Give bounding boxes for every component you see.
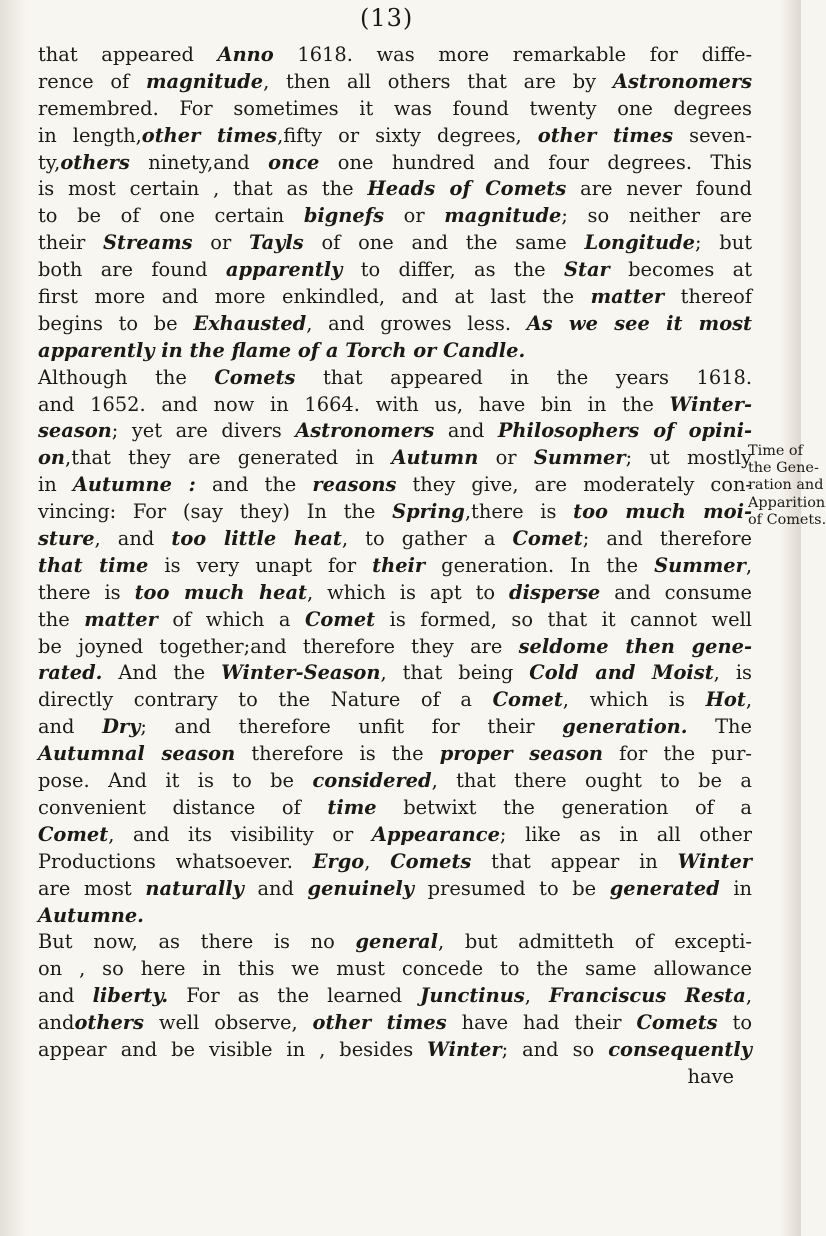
text-run: and [38,1011,75,1035]
text-run: ; like as in all other [499,822,752,846]
text-line [38,903,752,930]
text-run: , [745,688,752,712]
text-run: and [38,715,103,739]
text-run: The [687,715,753,739]
text-line [38,634,752,661]
italic-run: Cold and Moist [529,661,714,685]
text-line [38,1037,752,1064]
italic-run: consequently [608,1037,752,1061]
text-line [38,365,752,392]
italic-run: Comets [214,365,296,389]
italic-run: Ergo [312,849,365,873]
text-run: the [38,607,85,631]
italic-run: proper season [439,742,604,766]
text-line [38,822,752,849]
text-run: have [687,1064,734,1088]
italic-run: other times [537,123,674,147]
italic-run: As we see it most [526,311,753,335]
text-run: , [745,984,752,1008]
text-run: , which is apt to [307,580,510,604]
italic-run: Hot [705,688,746,712]
text-line [38,1064,752,1091]
page-gutter-shadow [0,0,26,1236]
text-line [38,472,752,499]
italic-run: their [372,553,426,577]
text-run: becomes at [609,258,753,282]
italic-run: too little heat [171,527,342,551]
italic-run: Autumne. [38,903,144,927]
italic-run: Anno [217,43,274,66]
italic-run: Star [564,258,610,282]
text-run: remembred. For sometimes it was found twenty one degrees [38,96,752,120]
text-run: , and its visibility or [108,822,372,846]
italic-run: Junctinus [420,984,525,1008]
text-line [38,392,752,419]
text-line [38,311,752,338]
body-text [38,42,752,1091]
italic-run: magnitude [444,204,562,228]
text-line [38,150,752,177]
italic-run: Comets [390,849,472,873]
italic-run: Autumne : [72,473,196,497]
text-run: ,fifty or sixty degrees, [277,123,538,147]
italic-run: Streams [103,231,193,255]
text-line [38,929,752,956]
italic-run: Winter- [669,392,752,416]
margin-note-line: of Comets. [748,511,826,528]
text-run: that appeared in the years 1618. [295,365,752,389]
italic-run: that time [38,553,149,577]
italic-run: matter [84,607,158,631]
text-run: or [478,446,534,470]
text-line [38,445,752,472]
italic-run: rated. [38,661,103,685]
text-run: , [524,984,550,1008]
text-run: ; but [695,231,753,255]
italic-run: Comets [636,1011,718,1035]
text-line [38,956,752,983]
italic-run: Comet [38,822,109,846]
italic-run: considered [312,769,432,793]
italic-run: generation. [562,715,688,739]
text-run: are never found [566,177,752,201]
italic-run: too much moi- [573,500,752,524]
italic-run: too much heat [134,580,308,604]
text-line [38,687,752,714]
italic-run: Spring [392,500,465,524]
text-run: for the pur- [603,742,752,766]
italic-run: Heads of Comets [367,177,567,201]
text-run: seven- [673,123,753,147]
text-run: ; yet are divers [111,419,296,443]
text-line [38,553,752,580]
text-run: begins to be [38,311,194,335]
text-run: their [38,231,104,255]
text-run: therefore is the [235,742,440,766]
text-run: is very unapt for [148,553,373,577]
text-line [38,284,752,311]
text-run: well observe, [143,1011,313,1035]
text-run: one hundred and four degrees. This [319,150,753,174]
text-run: presumed to be [414,876,610,900]
italic-run: apparently in the flame of a Torch or Candle. [38,338,526,362]
text-line [38,876,752,903]
italic-run: bignefs [303,204,384,228]
text-run: vincing: For (say they) In the [38,500,393,524]
text-run: or [384,204,445,228]
page-number: (13) [360,4,414,32]
text-run: ; ut mostly [625,446,752,470]
text-run: But now, as there is no [38,930,356,954]
text-line [38,660,752,687]
text-run: on , so here in this we must concede to the same allowance [38,957,752,981]
text-line [38,69,752,96]
italic-run: Tayls [249,231,304,255]
margin-note-line: the Gene- [748,460,819,477]
text-run: both are found [38,258,226,282]
italic-run: others [74,1011,144,1035]
italic-run: Summer [533,446,626,470]
text-run: to differ, as the [342,258,564,282]
italic-run: time [327,795,377,819]
text-run: Although the [38,365,215,389]
text-run: be joyned together;and therefore they are [38,634,519,658]
italic-run: genuinely [307,876,415,900]
text-line [38,741,752,768]
italic-run: Appearance [371,822,500,846]
text-line [38,257,752,284]
text-line [38,499,752,526]
text-run: , which is [562,688,706,712]
text-line [38,795,752,822]
text-line [38,230,752,257]
text-run: ; and therefore [582,527,752,551]
text-run: to be of one certain [38,204,304,228]
text-run: ; and so [501,1037,609,1061]
text-run: directly contrary to the Nature of a [38,688,493,712]
text-run: that appeared [38,43,218,66]
text-run: in length, [38,123,142,147]
text-run: generation. In the [425,553,655,577]
text-run: and the [195,473,313,497]
text-line [38,849,752,876]
text-run: and 1652. and now in 1664. with us, have bin in the [38,392,670,416]
text-run: , [745,553,753,577]
text-line [38,580,752,607]
italic-run: Philosophers of opini- [497,419,752,443]
text-run: there is [38,580,135,604]
text-run: thereof [664,285,752,309]
text-run: , that there ought to be a [431,769,752,793]
italic-run: generated [609,876,720,900]
italic-run: disperse [509,580,601,604]
text-run: ,that they are generated in [65,446,392,470]
text-run: of which a [157,607,305,631]
text-run: in [38,473,73,497]
italic-run: once [268,150,320,174]
margin-note-line: Apparition [748,494,826,511]
text-line [38,418,752,445]
italic-run: general [355,930,438,954]
text-run: in [719,876,753,900]
margin-note-line: ration and [748,477,824,494]
text-line [38,1010,752,1037]
italic-run: others [60,150,130,174]
text-line [38,607,752,634]
text-run: ; so neither are [561,204,752,228]
italic-run: on [38,446,66,470]
text-run: betwixt the generation of a [376,795,752,819]
text-run: , to gather a [341,527,513,551]
text-run: are most [38,876,146,900]
italic-run: season [38,419,112,443]
text-run: Productions whatsoever. [38,849,313,873]
text-run: , [364,849,391,873]
italic-run: Exhausted [193,311,307,335]
italic-run: magnitude [146,69,264,93]
italic-run: other times [141,123,278,147]
text-run: and [243,876,308,900]
italic-run: Summer [654,553,746,577]
italic-run: Astronomers [295,419,435,443]
text-run: have had their [446,1011,637,1035]
italic-run: Autumnal season [38,742,236,766]
italic-run: Winter-Season [221,661,381,685]
text-run: ty, [38,150,61,174]
italic-run: Comet [304,607,376,631]
italic-run: seldome then gene- [518,634,752,658]
text-run: and [38,984,93,1008]
italic-run: other times [312,1011,447,1035]
italic-run: apparently [225,258,343,282]
text-line [38,203,752,230]
text-line [38,123,752,150]
text-run: , is [713,661,753,685]
text-run: is formed, so that it cannot well [375,607,753,631]
italic-run: Comet [512,527,583,551]
text-run: ,there is [464,500,574,524]
text-line [38,983,752,1010]
text-run: , then all others that are by [263,69,613,93]
text-run: , and growes less. [306,311,527,335]
text-run: is most certain , that as the [38,177,368,201]
text-run: pose. And it is to be [38,769,313,793]
text-run: or [192,231,250,255]
text-run: to [717,1011,752,1035]
italic-run: liberty. [92,984,169,1008]
text-line [38,96,752,123]
text-line [38,338,752,365]
italic-run: reasons [312,473,397,497]
text-line [38,176,752,203]
italic-run: sture [38,527,95,551]
text-run: ninety,and [129,150,269,174]
text-line [38,714,752,741]
text-run: that appear in [471,849,678,873]
italic-run: naturally [145,876,244,900]
text-run: 1618. was more remarkable for diffe- [273,43,752,66]
text-run: , and [94,527,172,551]
text-run: For as the learned [168,984,421,1008]
text-run: and [434,419,498,443]
text-run: they give, are moderately con- [396,473,752,497]
italic-run: Astronomers [612,69,752,93]
margin-note-line: Time of [748,443,803,459]
text-run: and consume [600,580,752,604]
text-run: of one and the same [303,231,585,255]
text-run: And the [102,661,222,685]
text-run: rence of [38,69,146,93]
italic-run: Longitude [584,231,695,255]
text-run: , that being [380,661,530,685]
italic-run: Winter [427,1037,502,1061]
text-run: appear and be visible in , besides [38,1037,428,1061]
text-line [38,42,752,69]
italic-run: Dry [102,715,141,739]
margin-note [748,443,826,529]
italic-run: Comet [492,688,563,712]
text-run: first more and more enkindled, and at last the [38,285,591,309]
italic-run: Franciscus Resta [549,984,746,1008]
text-run: , but admitteth of excepti- [437,930,752,954]
italic-run: matter [590,285,665,309]
text-run: ; and therefore unfit for their [140,715,563,739]
italic-run: Autumn [391,446,479,470]
text-run: convenient distance of [38,795,328,819]
text-line [38,526,752,553]
text-line [38,768,752,795]
italic-run: Winter [677,849,753,873]
